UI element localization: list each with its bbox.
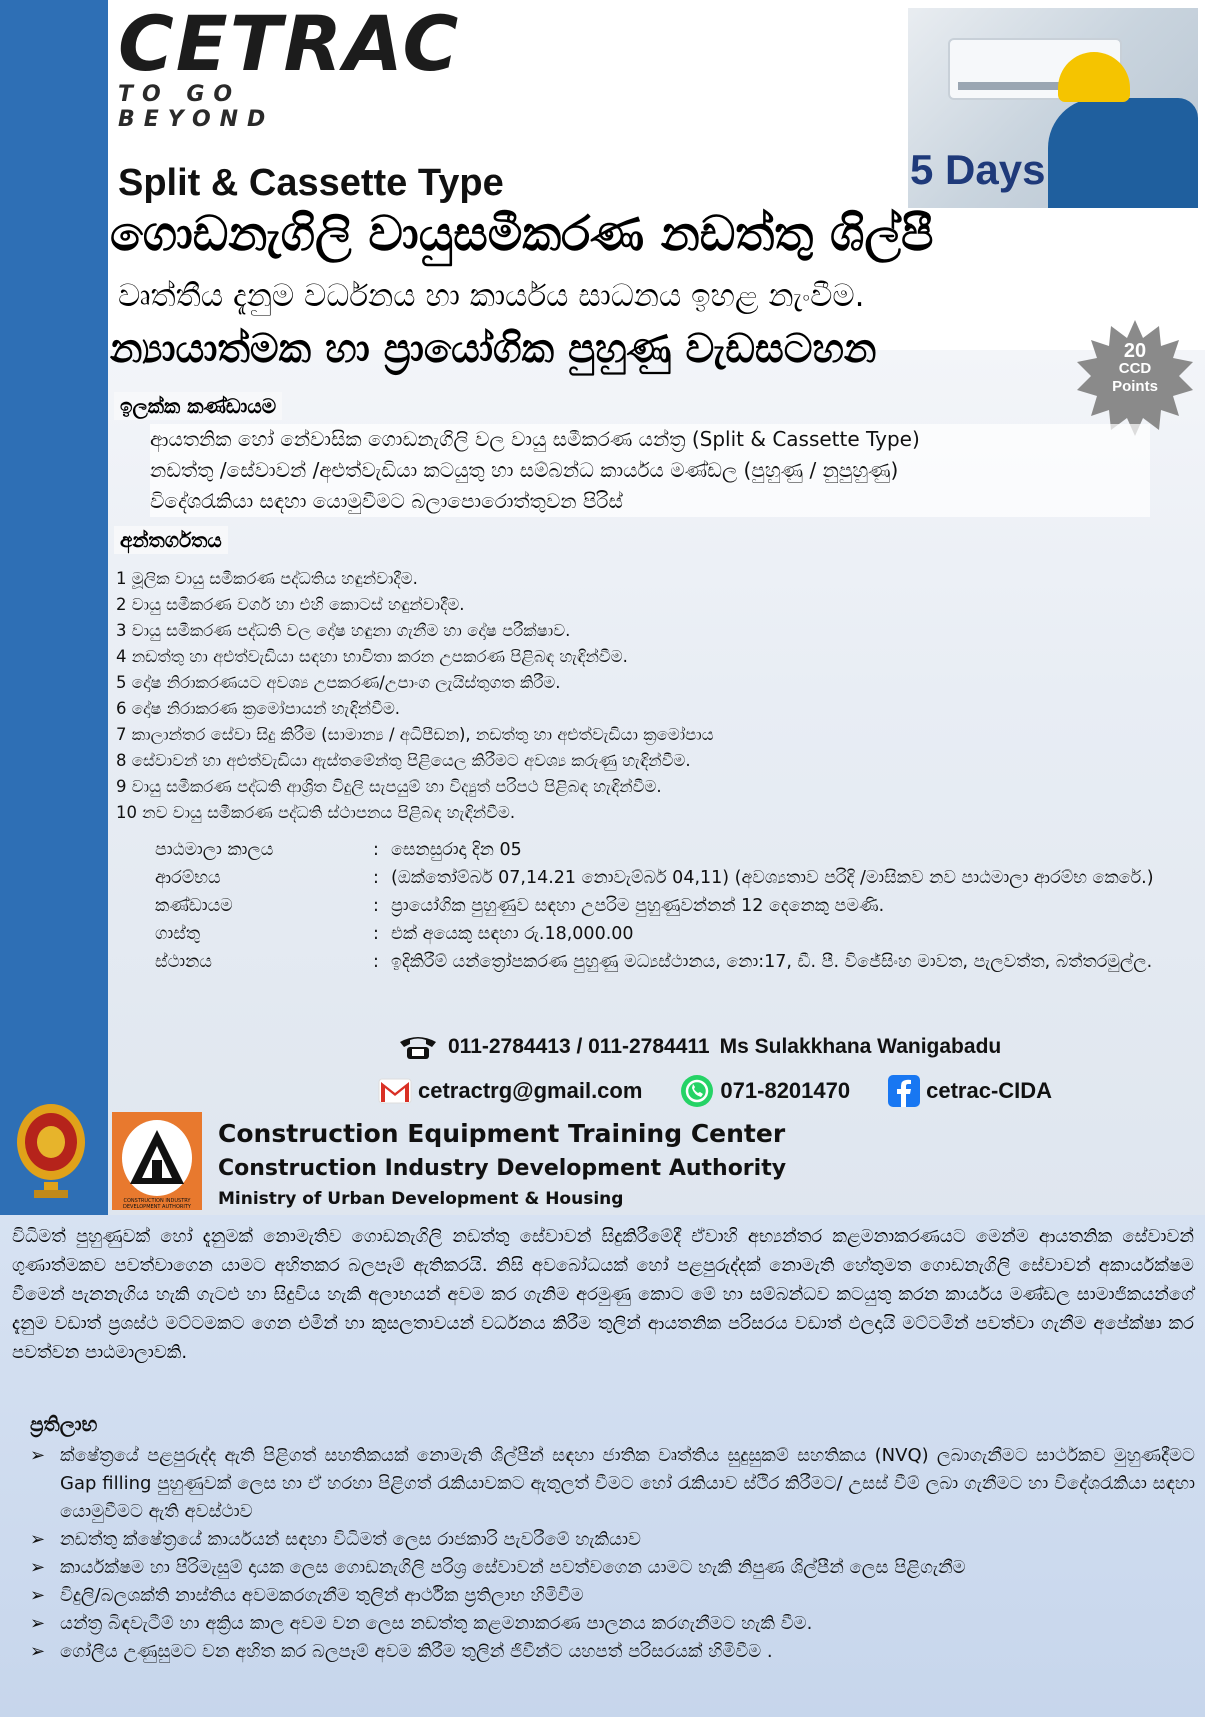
benefit-item	[30, 1638, 1195, 1666]
detail-colon: :	[373, 924, 379, 944]
detail-value: එක් අයෙකු සඳහා රු.18,000.00	[391, 924, 634, 944]
subtitle-secondary: න්‍යායාත්මක හා ප්‍රායෝගික පුහුණු වැඩසටහන	[110, 326, 877, 372]
detail-row-duration	[155, 836, 1175, 864]
contents-list	[116, 566, 1016, 826]
detail-key: ගාස්තු	[155, 924, 201, 944]
arrow-bullet-icon: ➢	[30, 1641, 46, 1662]
target-group-list	[150, 424, 1150, 517]
detail-colon: :	[373, 840, 379, 860]
target-line: ආයතනික හෝ නේවාසික ගොඩනැගිලි වල වායු සමීකරණ යන්ත්‍ර (Split & Cassette Type)	[150, 427, 920, 451]
detail-key: කණ්ඩායම	[155, 896, 233, 916]
detail-value: (ඔක්තෝම්බර් 07,14.21 නොවැම්බර් 04,11) (අවශ්‍යතාව පරිදි /මාසිකව නව පාඨමාලා ආරම්භ කෙරේ.)	[391, 868, 1154, 888]
email-address[interactable]: cetractrg@gmail.com	[418, 1078, 643, 1103]
whatsapp-contact[interactable]	[680, 1074, 850, 1108]
target-line: නඩත්තු /සේවාවන් /අළුත්වැඩියා කටයුතු හා සම්බන්ධ කාර්යය මණ්ඩල (පුහුණු / නුපුහුණු)	[150, 458, 899, 482]
intro-paragraph: විධිමත් පුහුණුවක් හෝ දැනුමක් නොමැතිව ගොඩනැගිලි නඩත්තු සේවාවන් සිදුකිරීමේදී ඒවාහි අභ්‍යන්තර කළමනාකරණයට මෙන්ම ආයතනික සේවාවන් ගුණාත්මකව පවත්වාගෙන යාමට අහිතකර බලපෑම් ඇතිකරයි. නිසි අවබෝධයක් හෝ පළපුරුද්දක් නොමැති හේතුමත ගොඩනැගිලි සේවාවන් අකාර්යක්ෂම වීමෙන් පැනනැගිය හැකි ගැටළු හා සිදුවිය හැකි අලාභයන් අවම කර ගැනිම අරමුණු කොට මේ හා සම්බන්ධව කටයුතු කරන කාර්යය මණ්ඩල සාමාජිකයන්ගේ දැනුම වඩාත් ප්‍රශස්ථ මට්ටමකට ගෙන එමින් හා කුසලතාවයන් වර්ධනය කිරීම තුලින් ආයතනික පරිසරය වඩාත් ඵලදායි මට්ටමින් පවත්වා ගැනීම අපේක්ෂා කර පවත්වන පාඨමාලාවකි.	[12, 1226, 1194, 1363]
benefits-list	[30, 1442, 1195, 1666]
benefit-item	[30, 1442, 1195, 1526]
benefits-heading: ප්‍රතිලාභ	[30, 1412, 98, 1436]
course-details	[155, 836, 1175, 976]
ccd-points-badge	[1075, 318, 1195, 438]
detail-row-fee	[155, 920, 1175, 948]
cetrac-logo	[118, 0, 461, 132]
contents-heading: අන්තර්ගතය	[114, 526, 228, 554]
email-contact[interactable]	[378, 1078, 642, 1104]
list-item: 6 දෝෂ නිරාකරණ ක්‍රමෝපායන් හැඳින්වීම.	[116, 699, 401, 718]
benefit-item	[30, 1610, 1195, 1638]
list-item: 9 වායු සමීකරණ පද්ධති ආශ්‍රිත විදුලි සැපයුම් හා විද්‍යුත් පරිපථ පිළිබඳ හැඳින්වීම.	[116, 777, 662, 796]
facebook-icon	[888, 1075, 920, 1107]
cida-logo	[112, 1112, 202, 1210]
list-item: 2 වායු සමීකරණ වර්ග හා එහි කොටස් හඳුන්වාදීම.	[116, 595, 465, 614]
detail-key: ස්ථානය	[155, 952, 212, 972]
benefit-text: යන්ත්‍ර බිඳවැටීම් හා අක්‍රිය කාල අවම වන ලෙස නඩත්තු කළමනාකරණ පාලනය කරගැනීමට හැකි වීම.	[60, 1613, 813, 1634]
benefit-text: විදුලි/බලශක්ති නාස්තිය අවමකරගැනීම තුලින් ආර්ථික ප්‍රතිලාභ හිමිවීම	[60, 1585, 584, 1606]
gmail-icon	[378, 1078, 412, 1104]
arrow-bullet-icon: ➢	[30, 1613, 46, 1634]
whatsapp-icon	[680, 1074, 714, 1108]
logo-wordmark: CETRAC	[118, 0, 461, 88]
english-title: Split & Cassette Type	[118, 162, 504, 204]
ccd-number: 20	[1123, 340, 1147, 362]
arrow-bullet-icon: ➢	[30, 1585, 46, 1606]
detail-key: ආරම්භය	[155, 868, 221, 888]
facebook-page[interactable]: cetrac-CIDA	[926, 1078, 1053, 1103]
benefit-text: කාර්යක්ෂම හා පිරිමැසුම් දායක ලෙස ගොඩනැගිලි පරිශ්‍ර සේවාවන් පවත්වගෙන යාමට හැකි නිපුණ ශිල්පීන් ලෙස පිළිගැනීම	[60, 1557, 966, 1578]
whatsapp-number[interactable]: 071-8201470	[720, 1078, 851, 1103]
target-line: විදේශරැකියා සඳහා යොමුවීමට බලාපොරොත්තුවන පිරිස්	[150, 489, 623, 513]
benefit-item	[30, 1526, 1195, 1554]
detail-colon: :	[373, 952, 379, 972]
benefit-item	[30, 1582, 1195, 1610]
detail-value: සෙනසුරාදා දින 05	[391, 840, 522, 860]
org-name-2: Construction Industry Development Authority	[218, 1156, 787, 1181]
duration-badge: 5 Days	[910, 146, 1046, 193]
emblem-icon	[14, 1094, 88, 1204]
logo-tagline: TO GO BEYOND	[118, 82, 275, 132]
cida-logo-caption: CONSTRUCTION INDUSTRY DEVELOPMENT AUTHORITY	[123, 1198, 191, 1210]
detail-value: ප්‍රායෝගික පුහුණුව සඳහා උපරිම පුහුණුවන්නන් 12 දෙනෙකු පමණි.	[391, 896, 885, 916]
technician-shape	[1048, 98, 1198, 208]
org-name-1: Construction Equipment Training Center	[218, 1119, 786, 1148]
cida-triangle-icon	[122, 1120, 192, 1196]
list-item: 5 දෝෂ නිරාකරණයට අවශ්‍ය උපකරණ/උපාංග ලැයිස්තුගත කිරීම.	[116, 673, 561, 692]
contact-person: Ms Sulakkhana Wanigabadu	[719, 1035, 1002, 1058]
cida-logo-circle	[122, 1120, 192, 1196]
points-label: Points	[1112, 378, 1158, 395]
telephone-icon	[398, 1034, 438, 1060]
detail-row-group	[155, 892, 1175, 920]
list-item: 8 සේවාවන් හා අළුත්වැඩියා ඇස්තමේන්තු පිළියෙල කිරීමට අවශ්‍ය කරුණු හැඳින්වීම.	[116, 751, 691, 770]
detail-key: පාඨමාලා කාලය	[155, 840, 274, 860]
benefit-text: නඩත්තු ක්ෂේත්‍රයේ කාර්යයන් සඳහා විධිමත් ලෙස රාජකාරි පැවරීමේ හැකියාව	[60, 1529, 641, 1550]
detail-row-start	[155, 864, 1175, 892]
sri-lanka-emblem	[14, 1094, 88, 1204]
ccd-label: CCD	[1118, 360, 1152, 377]
arrow-bullet-icon: ➢	[30, 1557, 46, 1578]
detail-row-location	[155, 948, 1175, 976]
list-item: 7 කාලාන්තර සේවා සිදු කිරීම (සාමාන්‍ය / අධිපීඩන), නඩත්තු හා අළුත්වැඩියා ක්‍රමෝපාය	[116, 725, 714, 744]
page-title: ගොඩනැගිලි වායුසමීකරණ නඩත්තු ශිල්පී	[110, 206, 934, 262]
list-item: 10 නව වායු සමීකරණ පද්ධති ස්ථාපනය පිළිබඳ හැඳින්වීම.	[116, 803, 516, 822]
online-contacts	[378, 1074, 1090, 1108]
detail-colon: :	[373, 868, 379, 888]
arrow-bullet-icon: ➢	[30, 1445, 46, 1466]
phone-numbers[interactable]: 011-2784413 / 011-2784411	[448, 1035, 710, 1058]
list-item: 1 මූලික වායු සමීකරණ පද්ධතිය හඳුන්වාදීම.	[116, 569, 418, 588]
benefit-text: ගෝලීය උණුසුමට වන අහිත කර බලපෑම් අවම කිරීම තුලින් ජිවීන්ට යහපත් පරිසරයක් හිමිවීම .	[60, 1641, 773, 1662]
detail-value: ඉදිකිරීම් යන්ත්‍රෝපකරණ පුහුණු මධ්‍යස්ථානය, නො:17, ඩී. පී. විජේසිංහ මාවත, පැලවත්ත, බත්තරමුල්ල.	[391, 952, 1153, 972]
org-name-3: Ministry of Urban Development & Housing	[218, 1189, 624, 1209]
list-item: 3 වායු සමීකරණ පද්ධති වල දෝෂ හඳුනා ගැනීම හා දෝෂ පරීක්ෂාව.	[116, 621, 571, 640]
organization-block	[218, 1116, 786, 1212]
arrow-bullet-icon: ➢	[30, 1529, 46, 1550]
target-group-heading: ඉලක්ක කණ්ඩායම	[114, 392, 282, 420]
benefit-item	[30, 1554, 1195, 1582]
phone-contact	[398, 1034, 1001, 1060]
detail-colon: :	[373, 896, 379, 916]
list-item: 4 නඩත්තු හා අළුත්වැඩියා සඳහා භාවිතා කරන උපකරණ පිළිබඳ හැඳින්වීම.	[116, 647, 628, 666]
facebook-contact[interactable]	[888, 1075, 1052, 1107]
benefit-text: ක්ෂේත්‍රයේ පළපුරුද්ද ඇති පිළිගත් සහතිකයක් නොමැති ශිල්පීන් සඳහා ජාතික වෘත්තිය සුදුසුකම් සහතිකය (NVQ) ලබාගැනීමට සාර්ථකව මුහුණදීමට Gap filling පුහුණුවක් ලෙස හා ඒ හරහා පිළිගත් රැකියාවකට ඇතුලත් වීමට හෝ රැකියාව ස්ථිර කිරීමට/ උසස් වීම් ලබා ගැනීමට හා විදේශරැකියා සඳහා යොමුවීමට ඇති අවස්ථාව	[60, 1445, 1195, 1522]
subtitle-primary: වෘත්තීය දැනුම වර්ධනය හා කාර්යය සාධනය ඉහළ නැංවීම.	[118, 278, 865, 314]
